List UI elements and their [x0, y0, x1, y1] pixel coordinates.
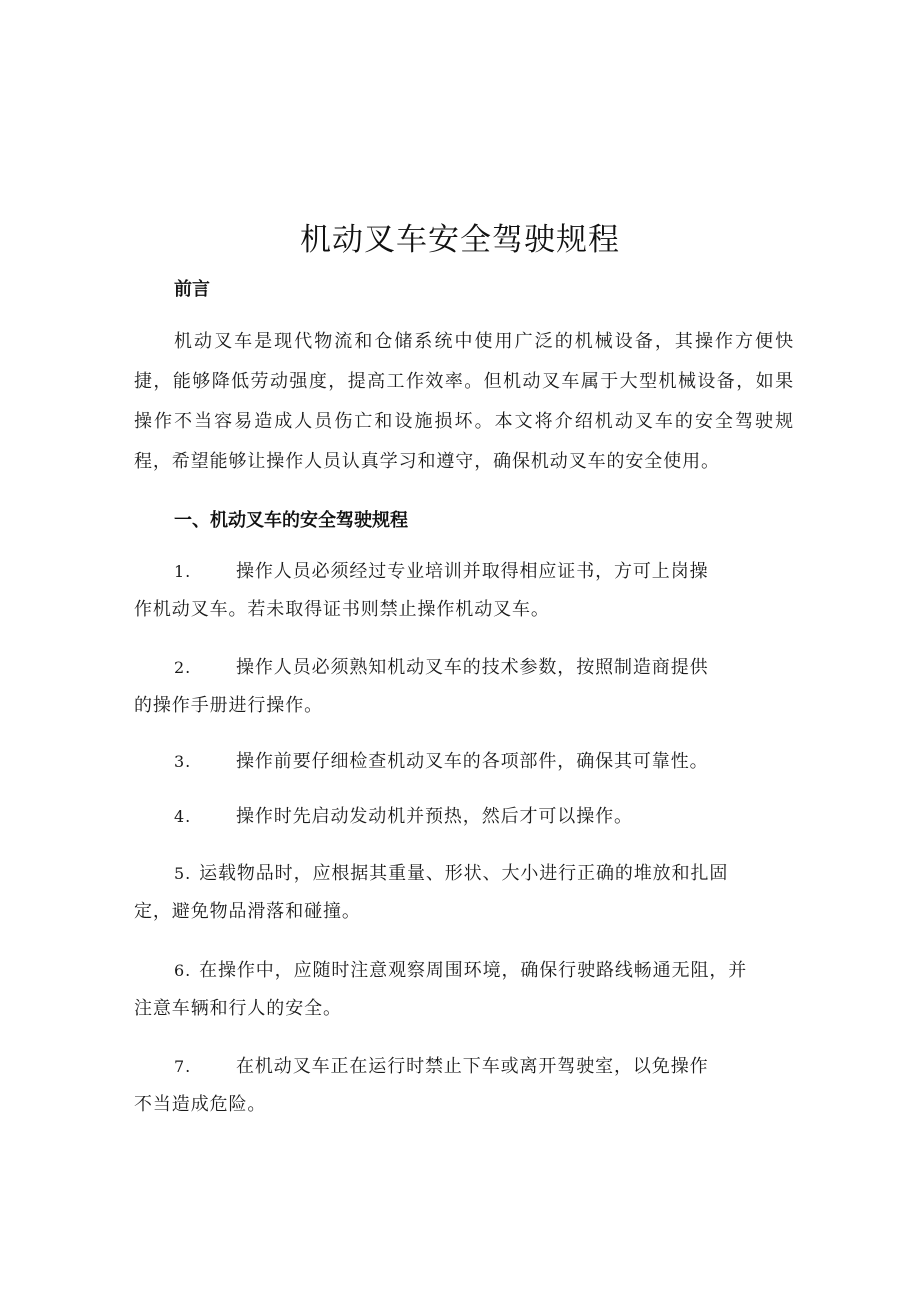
- list-item: [134, 798, 794, 836]
- item-text: 在机动叉车正在运行时禁止下车或离开驾驶室，以免操作: [236, 1056, 709, 1077]
- item-text: 在操作中，应随时注意观察周围环境，确保行驶路线畅通无阻，并: [199, 960, 748, 981]
- item-number: 3.: [174, 752, 192, 771]
- item-text: 运载物品时，应根据其重量、形状、大小进行正确的堆放和扎固: [199, 863, 729, 884]
- list-item: [134, 1048, 794, 1124]
- list-item: [134, 855, 794, 931]
- item-text-continued: 作机动叉车。若未取得证书则禁止操作机动叉车。: [134, 599, 550, 620]
- item-number: 1.: [174, 562, 192, 581]
- item-number: 6.: [174, 961, 192, 980]
- list-item: [134, 743, 794, 781]
- item-text: 操作人员必须经过专业培训并取得相应证书，方可上岗操: [236, 561, 709, 582]
- item-text-continued: 注意车辆和行人的安全。: [134, 998, 342, 1019]
- item-text: 操作前要仔细检查机动叉车的各项部件，确保其可靠性。: [236, 751, 709, 772]
- section-heading: 一、机动叉车的安全驾驶规程: [174, 510, 408, 531]
- item-number: 5.: [174, 864, 192, 883]
- item-text: 操作时先启动发动机并预热，然后才可以操作。: [236, 806, 633, 827]
- item-text-continued: 不当造成危险。: [134, 1094, 267, 1115]
- item-text-continued: 定，避免物品滑落和碰撞。: [134, 901, 361, 922]
- item-text-continued: 的操作手册进行操作。: [134, 695, 323, 716]
- item-number: 2.: [174, 658, 192, 677]
- list-item: [134, 553, 794, 629]
- preface-heading: 前言: [174, 279, 210, 300]
- item-text: 操作人员必须熟知机动叉车的技术参数，按照制造商提供: [236, 657, 709, 678]
- preface-paragraph: 机动叉车是现代物流和仓储系统中使用广泛的机械设备，其操作方便快捷，能够降低劳动强度，提高工作效率。但机动叉车属于大型机械设备，如果操作不当容易造成人员伤亡和设施损坏。本文将介绍机动叉车的安全驾驶规程，希望能够让操作人员认真学习和遵守，确保机动叉车的安全使用。: [134, 331, 794, 472]
- item-number: 4.: [174, 807, 192, 826]
- list-item: [134, 952, 794, 1028]
- document-title: 机动叉车安全驾驶规程: [300, 222, 620, 258]
- list-item: [134, 649, 794, 725]
- item-number: 7.: [174, 1057, 192, 1076]
